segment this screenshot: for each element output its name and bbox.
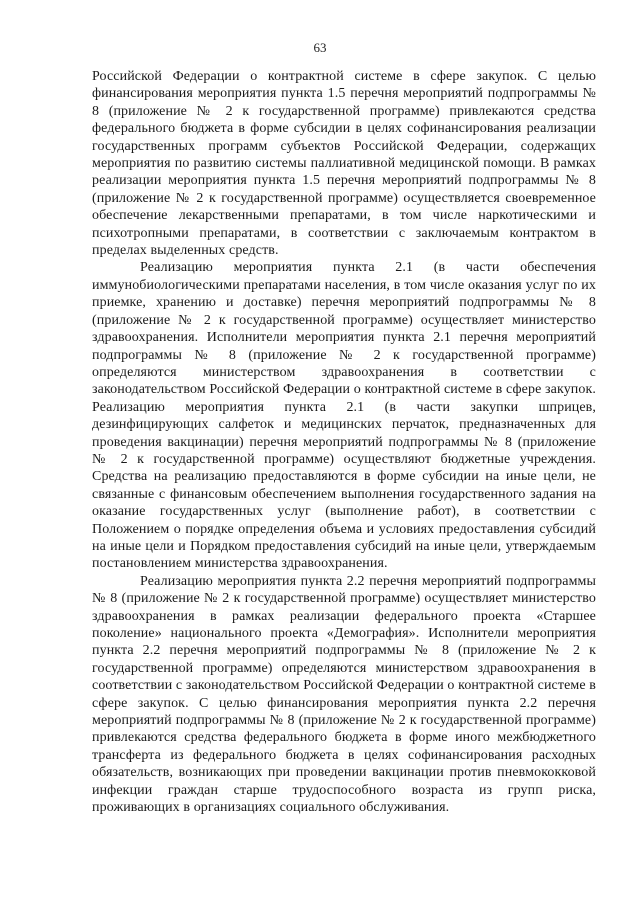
page-number: 63 xyxy=(313,40,327,55)
paragraph-contract-financing: Российской Федерации о контрактной системе в сфере закупок. С целью финансирования мероприятия пункта 1.5 перечня мероприятий подпрограммы № 8 (приложение № 2 к государственной программе) привлекаются средства федерального бюджета в форме субсидии в целях софинансирования реализации государственных программ субъектов Российской Федерации, содержащих мероприятия по развитию системы паллиативной медицинской помощи. В рамках реализации мероприятия пункта 1.5 перечня мероприятий подпрограммы № 8 (приложение № 2 к государственной программе) осуществляется своевременное обеспечение лекарственными препаратами, в том числе наркотическими и психотропными препаратами, в соответствии с заключаемым контрактом в пределах выделенных средств. xyxy=(92,69,596,259)
document-body xyxy=(92,68,596,816)
paragraph-immunobiological-preparations: Реализацию мероприятия пункта 2.1 (в части обеспечения иммунобиологическими препаратами населения, в том числе оказания услуг по их приемке, хранению и доставке) перечня мероприятий подпрограммы № 8 (приложение № 2 к государственной программе) осуществляет министерство здравоохранения. Исполнители мероприятия пункта 2.1 перечня мероприятий подпрограммы № 8 (приложение № 2 к государственной программе) определяются министерством здравоохранения в соответствии с законодательством Российской Федерации о контрактной системе в сфере закупок. Реализацию мероприятия пункта 2.1 (в части закупки шприцев, дезинфицирующих салфеток и медицинских перчаток, предназначенных для проведения вакцинации) перечня мероприятий подпрограммы № 8 (приложение № 2 к государственной программе) осуществляют бюджетные учреждения. Средства на реализацию предоставляются в форме субсидии на иные цели, не связанные с финансовым обеспечением выполнения государственного задания на оказание государственных услуг (выполнение работ), в соответствии с Положением о порядке определения объема и условиях предоставления субсидий на иные цели и Порядком предоставления субсидий на иные цели, утверждаемым постановлением министерства здравоохранения. xyxy=(92,260,596,572)
paragraph-senior-generation-vaccination: Реализацию мероприятия пункта 2.2 перечня мероприятий подпрограммы № 8 (приложение № 2 к государственной программе) осуществляет министерство здравоохранения в рамках реализации федерального проекта «Старшее поколение» национального проекта «Демография». Исполнители мероприятия пункта 2.2 перечня мероприятий подпрограммы № 8 (приложение № 2 к государственной программе) определяются министерством здравоохранения в соответствии с законодательством Российской Федерации о контрактной системе в сфере закупок. С целью финансирования мероприятия пункта 2.2 перечня мероприятий подпрограммы № 8 (приложение № 2 к государственной программе) привлекаются средства федерального бюджета в форме иного межбюджетного трансферта из федерального бюджета в целях софинансирования расходных обязательств, возникающих при проведении вакцинации против пневмококковой инфекции граждан старше трудоспособного возраста из групп риска, проживающих в организациях социального обслуживания. xyxy=(92,573,596,816)
